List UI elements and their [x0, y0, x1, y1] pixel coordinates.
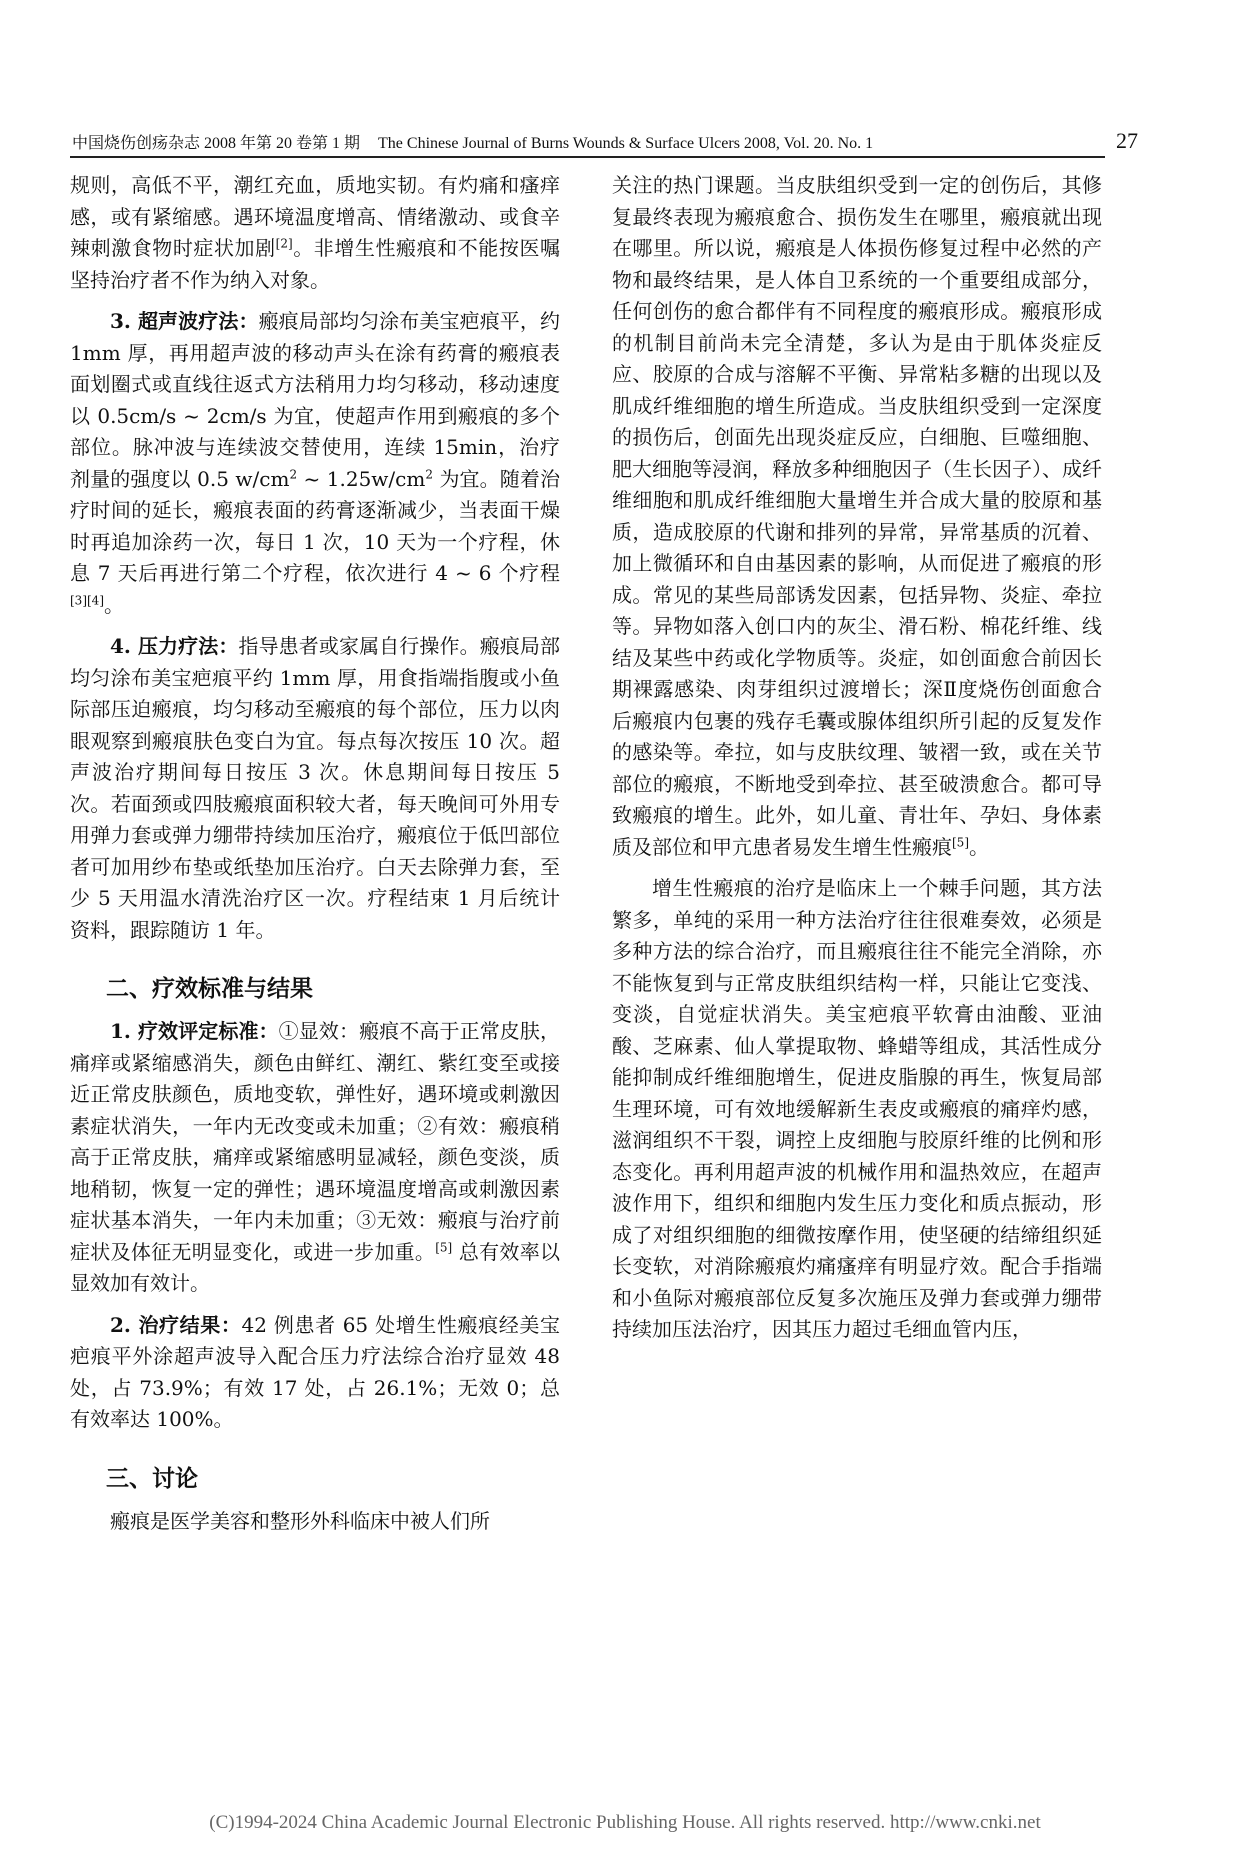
paragraph-discussion-treatment: 增生性瘢痕的治疗是临床上一个棘手问题，其方法繁多，单纯的采用一种方法治疗往往很难奏效，必须是多种方法的综合治疗，而且瘢痕往往不能完全消除，亦不能恢复到与正常皮肤组织结构一样，只能让它变浅、变淡，自觉症状消失。美宝疤痕平软膏由油酸、亚油酸、芝麻素、仙人掌提取物、蜂蜡等组成，其活性成分能抑制成纤维细胞增生，促进皮脂腺的再生，恢复局部生理环境，可有效地缓解新生表皮或瘢痕的痛痒灼感，滋润组织不干裂，调控上皮细胞与胶原纤维的比例和形态变化。再利用超声波的机械作用和温热效应，在超声波作用下，组织和细胞内发生压力变化和质点振动，形成了对组织细胞的细微按摩作用，使坚硬的结缔组织延长变软，对消除瘢痕灼痛瘙痒有明显疗效。配合手指端和小鱼际对瘢痕部位反复多次施压及弹力套或弹力绷带持续加压法治疗，因其压力超过毛细血管内压，: [612, 876, 1102, 1341]
paragraph-text: 关注的热门课题。当皮肤组织受到一定的创伤后，其修复最终表现为瘢痕愈合、损伤发生在哪里，瘢痕就出现在哪里。所以说，瘢痕是人体损伤修复过程中必然的产物和最终结果，是人体自卫系统的一个重要组成部分，任何创伤的愈合都伴有不同程度的瘢痕形成。瘢痕形成的机制目前尚未完全清楚，多认为是由于肌体炎症反应、胶原的合成与溶解不平衡、异常粘多糖的出现以及肌成纤维细胞的增生所造成。当皮肤组织受到一定深度的损伤后，创面先出现炎症反应，白细胞、巨噬细胞、肥大细胞等浸润，释放多种细胞因子（生长因子）、成纤维细胞和肌成纤维细胞大量增生并合成大量的胶原和基质，造成胶原的代谢和排列的异常，异常基质的沉着、加上微循环和自由基因素的影响，从而促进了瘢痕的形成。常见的某些局部诱发因素，包括异物、炎症、牵拉等。异物如落入创口内的灰尘、滑石粉、棉花纤维、线结及某些中药或化学物质等。炎症，如创面愈合前因长期裸露感染、肉芽组织过渡增长；深Ⅱ度烧伤创面愈合后瘢痕内包裹的残存毛囊或腺体组织所引起的反复发作的感染等。牵拉，如与皮肤纹理、皱褶一致，或在关节部位的瘢痕，不断地受到牵拉、甚至破溃愈合。都可导致瘢痕的增生。此外，如儿童、青壮年、孕妇、身体素质及部位和甲亢患者易发生增生性瘢痕: [612, 173, 1102, 859]
left-column: [70, 170, 560, 1547]
paragraph-discussion-start: 瘢痕是医学美容和整形外科临床中被人们所: [110, 1508, 490, 1533]
paragraph-text: 。: [969, 834, 989, 859]
paragraph-inclusion-criteria: [70, 170, 560, 296]
paragraph-text: ①显效：瘢痕不高于正常皮肤，痛痒或紧缩感消失，颜色由鲜红、潮红、紫红变至或接近正常皮肤颜色，质地变软，弹性好，遇环境或刺激因素症状消失，一年内无改变或未加重；②有效：瘢痕稍高于正常皮肤，痛痒或紧缩感明显减轻，颜色变淡，质地稍韧，恢复一定的弹性；遇环境温度增高或刺激因素症状基本消失，一年内未加重；③无效：瘢痕与治疗前症状及体征无明显变化，或进一步加重。: [70, 1019, 561, 1264]
superscript: 2: [289, 466, 298, 481]
paragraph-pressure-therapy: [70, 631, 560, 946]
paragraph-text: 42 例患者 65 处增生性瘢痕经美宝疤痕平外涂超声波导入配合压力疗法综合治疗显效 48 处，占 73.9%；有效 17 处，占 26.1%；无效 0；总有效率达 100%。: [70, 1312, 560, 1431]
paragraph-text: 。非增生性瘢痕和不能按医嘱坚持治疗者不作为纳入对象。: [70, 236, 561, 292]
subheading-criteria: 1. 疗效评定标准：: [110, 1019, 279, 1043]
section-heading-efficacy: 二、疗效标准与结果: [106, 976, 313, 1002]
running-header: [72, 130, 1092, 153]
paragraph-ultrasound-therapy: [70, 306, 560, 621]
citation-ref: [5]: [952, 834, 969, 849]
citation-ref: [2]: [275, 236, 293, 251]
superscript: 2: [425, 466, 433, 481]
paragraph-text: 。: [104, 592, 124, 617]
citation-ref: [5]: [435, 1239, 453, 1254]
paragraph-treatment-results: [70, 1310, 560, 1436]
header-rule: [70, 156, 1105, 158]
paragraph-text: 指导患者或家属自行操作。瘢痕局部均匀涂布美宝疤痕平约 1mm 厚，用食指端指腹或小鱼际部压迫瘢痕，均匀移动至瘢痕的每个部位，压力以肉眼观察到瘢痕肤色变白为宜。每点每次按压 10 次。超声波治疗期间每日按压 3 次。休息期间每日按压 5 次。若面颈或四肢瘢痕面积较大者，每天晚间可外用专用弹力套或弹力绷带持续加压治疗，瘢痕位于低凹部位者可加用纱布垫或纸垫加压治疗。白天去除弹力套，至少 5 天用温水清洗治疗区一次。疗程结束 1 月后统计资料，跟踪随访 1 年。: [70, 634, 561, 942]
subheading-ultrasound: 3. 超声波疗法：: [110, 309, 259, 333]
journal-title-en: The Chinese Journal of Burns Wounds & Surface Ulcers 2008, Vol. 20. No. 1: [378, 135, 874, 152]
citation-ref: [3][4]: [70, 592, 104, 607]
paragraph-efficacy-criteria: [70, 1016, 560, 1300]
section-heading-discussion: 三、讨论: [106, 1465, 198, 1492]
journal-title-cn: 中国烧伤创疡杂志 2008 年第 20 卷第 1 期: [72, 135, 361, 152]
subheading-results: 2. 治疗结果：: [110, 1312, 242, 1337]
right-column: [612, 170, 1102, 1356]
page-number: 27: [1116, 128, 1138, 153]
copyright-footer: (C)1994-2024 China Academic Journal Electronic Publishing House. All rights reserved. http://www.cnki.net: [209, 1812, 1041, 1833]
paragraph-discussion-mechanism: [612, 170, 1102, 863]
subheading-pressure: 4. 压力疗法：: [110, 634, 239, 658]
paragraph-text: 总有效率以显效加有效计。: [70, 1239, 561, 1295]
paragraph-text: ~ 1.25w/cm: [297, 466, 426, 491]
paragraph-text: 瘢痕局部均匀涂布美宝疤痕平，约 1mm 厚，再用超声波的移动声头在涂有药膏的瘢痕表面划圈式或直线往返式方法稍用力均匀移动，移动速度以 0.5cm/s ~ 2cm/s 为宜，使超声作用到瘢痕的多个部位。脉冲波与连续波交替使用，连续 15min，治疗剂量的强度以 0.5 w/cm: [70, 309, 560, 491]
paragraph-text: 为宜。随着治疗时间的延长，瘢痕表面的药膏逐渐减少，当表面干燥时再追加涂药一次，每日 1 次，10 天为一个疗程，休息 7 天后再进行第二个疗程，依次进行 4 ~ 6 个疗程: [70, 466, 560, 585]
paragraph-text: 规则，高低不平，潮红充血，质地实韧。有灼痛和瘙痒感，或有紧缩感。遇环境温度增高、情绪激动、或食辛辣刺激食物时症状加剧: [70, 173, 560, 260]
